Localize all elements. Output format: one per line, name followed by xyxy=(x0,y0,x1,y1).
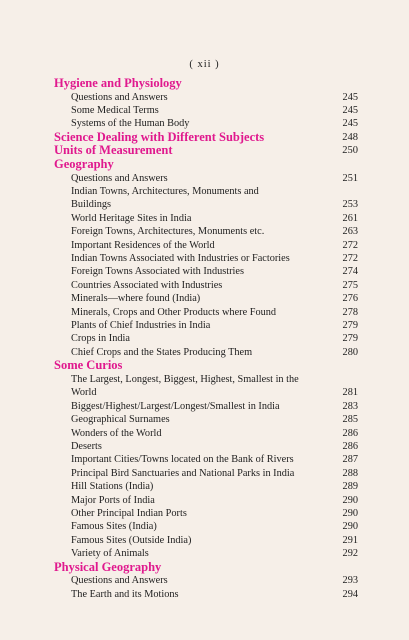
entry-title: Deserts xyxy=(71,440,102,452)
entry-page-number: 245 xyxy=(342,91,358,103)
toc-section-heading xyxy=(54,359,358,373)
entry-page-number: 281 xyxy=(342,387,358,399)
entry-title: Foreign Towns, Architectures, Monuments etc. xyxy=(71,226,265,238)
toc-section-heading xyxy=(54,131,358,145)
toc-entry xyxy=(54,480,358,493)
entry-page-number: 253 xyxy=(342,199,358,211)
toc-entry xyxy=(54,588,358,601)
page-number: ( xii ) xyxy=(189,59,220,70)
toc-entry xyxy=(54,239,358,252)
entry-title: Chief Crops and the States Producing Them xyxy=(71,346,253,358)
toc-entry xyxy=(54,494,358,507)
toc-entry xyxy=(54,534,358,547)
toc-entry xyxy=(54,185,358,212)
toc-entry xyxy=(54,292,358,305)
toc-entry xyxy=(54,574,358,587)
entry-page-number: 289 xyxy=(342,481,358,493)
toc-entry xyxy=(54,440,358,453)
entry-page-number: 294 xyxy=(342,588,358,600)
entry-title: Major Ports of India xyxy=(71,494,155,506)
entry-title: Crops in India xyxy=(71,333,130,345)
entry-title: Systems of the Human Body xyxy=(71,118,190,130)
entry-title: The Largest, Longest, Biggest, Highest, Smallest in the World xyxy=(71,373,299,399)
toc-entry xyxy=(54,467,358,480)
section-page-number: 250 xyxy=(342,145,358,157)
toc-section-heading xyxy=(54,561,358,575)
toc-entry xyxy=(54,547,358,560)
toc-entry xyxy=(54,212,358,225)
toc-entry xyxy=(54,346,358,359)
entry-title: Other Principal Indian Ports xyxy=(71,507,187,519)
entry-page-number: 245 xyxy=(342,105,358,116)
toc-entry xyxy=(54,332,358,345)
entry-title: Plants of Chief Industries in India xyxy=(71,320,211,332)
entry-page-number: 245 xyxy=(342,118,358,130)
entry-page-number: 287 xyxy=(342,454,358,466)
toc-entry xyxy=(54,91,358,104)
entry-title: Important Residences of the World xyxy=(71,239,215,251)
entry-page-number: 274 xyxy=(342,266,358,278)
toc-entry xyxy=(54,265,358,278)
toc-entry xyxy=(54,319,358,332)
entry-title: The Earth and its Motions xyxy=(71,588,179,600)
toc-entry xyxy=(54,413,358,426)
entry-title: Important Cities/Towns located on the Bank of Rivers xyxy=(71,454,294,466)
entry-title: Foreign Towns Associated with Industries xyxy=(71,266,244,278)
entry-page-number: 291 xyxy=(342,534,358,546)
entry-page-number: 290 xyxy=(342,494,358,506)
toc-entry xyxy=(54,453,358,466)
entry-title: Principal Bird Sanctuaries and National Parks in India xyxy=(71,467,295,479)
entry-page-number: 276 xyxy=(342,293,358,305)
toc-section-heading xyxy=(54,77,358,91)
entry-page-number: 286 xyxy=(342,440,358,452)
section-title: Science Dealing with Different Subjects xyxy=(54,129,265,144)
entry-title: Some Medical Terms xyxy=(71,105,159,116)
entry-title: Minerals—where found (India) xyxy=(71,293,201,305)
toc-entry xyxy=(54,225,358,238)
entry-page-number: 290 xyxy=(342,521,358,533)
entry-title: Hill Stations (India) xyxy=(71,481,154,493)
entry-page-number: 293 xyxy=(342,575,358,587)
entry-title: Indian Towns, Architectures, Monuments and Buildings xyxy=(71,186,259,211)
toc-entry xyxy=(54,400,358,413)
section-page-number: 248 xyxy=(342,131,358,143)
entry-page-number: 278 xyxy=(342,306,358,318)
entry-page-number: 283 xyxy=(342,400,358,412)
section-title: Physical Geography xyxy=(54,559,162,574)
entry-title: Wonders of the World xyxy=(71,427,162,439)
toc-section-heading xyxy=(54,158,358,172)
toc-entry xyxy=(54,172,358,185)
toc-entry xyxy=(54,507,358,520)
entry-page-number: 275 xyxy=(342,279,358,291)
entry-page-number: 288 xyxy=(342,467,358,479)
toc-entry xyxy=(54,252,358,265)
entry-title: Famous Sites (Outside India) xyxy=(71,534,192,546)
section-title: Some Curios xyxy=(54,358,123,373)
entry-title: Questions and Answers xyxy=(71,91,168,103)
entry-title: Countries Associated with Industries xyxy=(71,279,223,291)
entry-page-number: 272 xyxy=(342,239,358,251)
entry-title: Questions and Answers xyxy=(71,575,168,587)
section-title: Units of Measurement xyxy=(54,143,173,158)
toc-entry xyxy=(54,306,358,319)
toc-entry xyxy=(54,279,358,292)
entry-title: World Heritage Sites in India xyxy=(71,212,192,224)
entry-page-number: 251 xyxy=(342,172,358,184)
entry-page-number: 292 xyxy=(342,548,358,560)
entry-page-number: 279 xyxy=(342,333,358,345)
entry-page-number: 285 xyxy=(342,414,358,426)
toc-entry xyxy=(54,427,358,440)
toc-section-heading xyxy=(54,144,358,158)
entry-page-number: 286 xyxy=(342,427,358,439)
toc-entry xyxy=(54,520,358,533)
entry-title: Minerals, Crops and Other Products where Found xyxy=(71,306,277,318)
entry-page-number: 261 xyxy=(342,212,358,224)
entry-title: Famous Sites (India) xyxy=(71,521,157,533)
toc-entry xyxy=(54,117,358,130)
entry-page-number: 263 xyxy=(342,226,358,238)
section-title: Geography xyxy=(54,157,114,171)
entry-title: Indian Towns Associated with Industries or Factories xyxy=(71,253,290,265)
toc-entry xyxy=(54,373,358,400)
entry-page-number: 280 xyxy=(342,346,358,358)
entry-title: Biggest/Highest/Largest/Longest/Smallest in India xyxy=(71,400,280,412)
entry-title: Geographical Surnames xyxy=(71,414,170,426)
entry-page-number: 290 xyxy=(342,507,358,519)
entry-title: Variety of Animals xyxy=(71,548,149,560)
entry-page-number: 272 xyxy=(342,253,358,265)
section-title: Hygiene and Physiology xyxy=(54,76,182,90)
entry-page-number: 279 xyxy=(342,320,358,332)
table-of-contents xyxy=(54,77,358,601)
entry-title: Questions and Answers xyxy=(71,172,168,184)
toc-entry xyxy=(54,104,358,117)
